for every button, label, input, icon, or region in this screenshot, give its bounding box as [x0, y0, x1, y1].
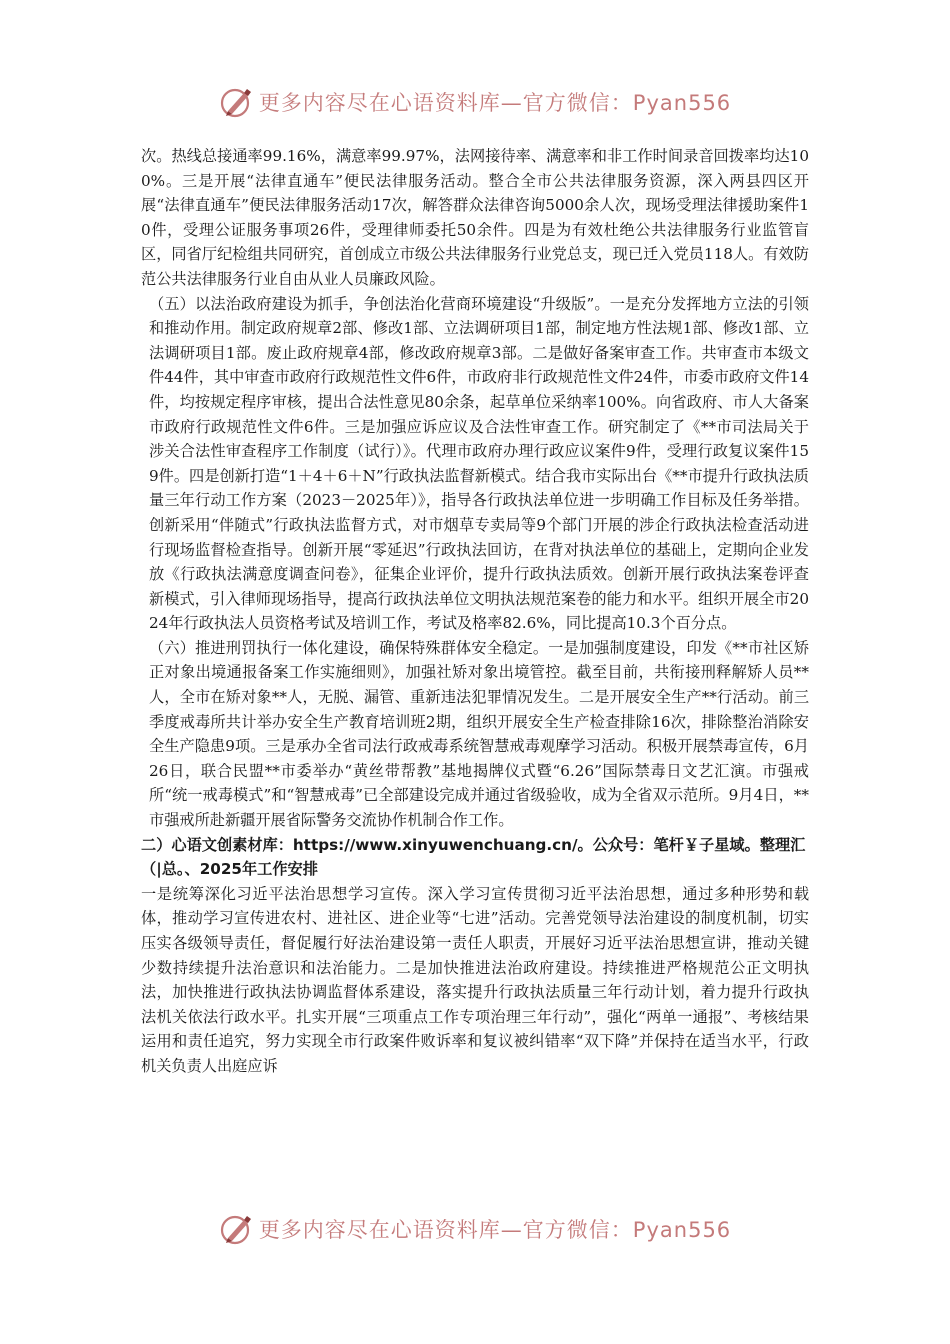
paragraph-public-legal-services: 次。热线总接通率99.16%，满意率99.97%，法网接待率、满意率和非工作时间录音回拨率均达100%。三是开展“法律直通车”便民法律服务活动。整合全市公共法律服务资源，深入两县四区开展“法律直通车”便民法律服务活动17次，解答群众法律咨询5000余人次，现场受理法律援助案件10件，受理公证服务事项26件，受理律师委托50余件。四是为有效杜绝公共法律服务行业监管盲区，同省厅纪检组共同研究，首创成立市级公共法律服务行业党总支，现已迁入党员118人。有效防范公共法律服务行业自由从业人员廉政风险。 [141, 147, 809, 288]
watermark-text: 更多内容尽在心语资料库—官方微信：Pyan556 [258, 91, 732, 115]
paragraph-penalty-execution: （六）推进刑罚执行一体化建设，确保特殊群体安全稳定。一是加强制度建设，印发《**市社区矫正对象出境通报备案工作实施细则》，加强社矫对象出境管控。截至目前，共衔接刑释解矫人员**人，全市在矫对象**人，无脱、漏管、重新违法犯罪情况发生。二是开展安全生产**行活动。前三季度戒毒所共计举办安全生产教育培训班2期，组织开展安全生产检查排除16次，排除整治消除安全生产隐患9项。三是承办全省司法行政戒毒系统智慧戒毒观摩学习活动。积极开展禁毒宣传，6月26日，联合民盟**市委举办“黄丝带帮教”基地揭牌仪式暨“6.26”国际禁毒日文艺汇演。市强戒所“统一戒毒模式”和“智慧戒毒”已全部建设完成并通过省级验收，成为全省双示范所。9月4日，**市强戒所赴新疆开展省际警务交流协作机制合作工作。 [149, 638, 809, 830]
watermark-banner-bottom [0, 1207, 950, 1251]
paragraph-rule-of-law-government: （五）以法治政府建设为抓手，争创法治化营商环境建设“升级版”。一是充分发挥地方立法的引领和推动作用。制定政府规章2部、修改1部、立法调研项目1部，制定地方性法规1部、修改1部、立法调研项目1部。废止政府规章4部，修改政府规章3部。二是做好备案审查工作。共审查市本级文件44件，其中审查市政府行政规范性文件6件，市政府非行政规范性文件24件，市委市政府文件14件，均按规定程序审核，提出合法性意见80余条，起草单位采纳率100%。向省政府、市人大备案市政府行政规范性文件6件。三是加强应诉应议及合法性审查工作。研究制定了《**市司法局关于涉关合法性审查程序工作制度（试行）》。代理市政府办理行政应议案件9件，受理行政复议案件159件。四是创新打造“1＋4＋6＋N”行政执法监督新模式。结合我市实际出台《**市提升行政执法质量三年行动工作方案（2023－2025年）》，指导各行政执法单位进一步明确工作目标及任务举措。创新采用“伴随式”行政执法监督方式，对市烟草专卖局等9个部门开展的涉企行政执法检查活动进行现场监督检查指导。创新开展“零延迟”行政执法回访，在背对执法单位的基础上，定期向企业发放《行政执法满意度调查问卷》，征集企业评价，提升行政执法质效。创新开展行政执法案卷评查新模式，引入律师现场指导，提高行政执法单位文明执法规范案卷的能力和水平。组织开展全市2024年行政执法人员资格考试及培训工作，考试及格率82.6%，同比提高10.3个百分点。 [149, 294, 809, 633]
pen-logo-icon [219, 1211, 255, 1247]
watermark-banner-top [0, 80, 950, 124]
watermark-text: 更多内容尽在心语资料库—官方微信：Pyan556 [258, 1218, 732, 1242]
pen-logo-icon [219, 84, 255, 120]
document-body [141, 144, 809, 1079]
section-heading-2025-plan: 二）心语文创素材库：https://www.xinyuwenchuang.cn/。公众号：笔杆￥子星域。整理汇（|总。、2025年工作安排 [141, 835, 806, 879]
paragraph-2025-work-plan: 一是统筹深化习近平法治思想学习宣传。深入学习宣传贯彻习近平法治思想，通过多种形势和载体，推动学习宣传进农村、进社区、进企业等“七进”活动。完善党领导法治建设的制度机制，切实压实各级领导责任，督促履行好法治建设第一责任人职责，开展好习近平法治思想宣讲，推动关键少数持续提升法治意识和法治能力。二是加快推进法治政府建设。持续推进严格规范公正文明执法，加快推进行政执法协调监督体系建设，落实提升行政执法质量三年行动计划，着力提升行政执法机关依法行政水平。扎实开展“三项重点工作专项治理三年行动”，强化“两单一通报”、考核结果运用和责任追究，努力实现全市行政案件败诉率和复议被纠错率“双下降”并保持在适当水平，行政机关负责人出庭应诉 [141, 884, 809, 1075]
